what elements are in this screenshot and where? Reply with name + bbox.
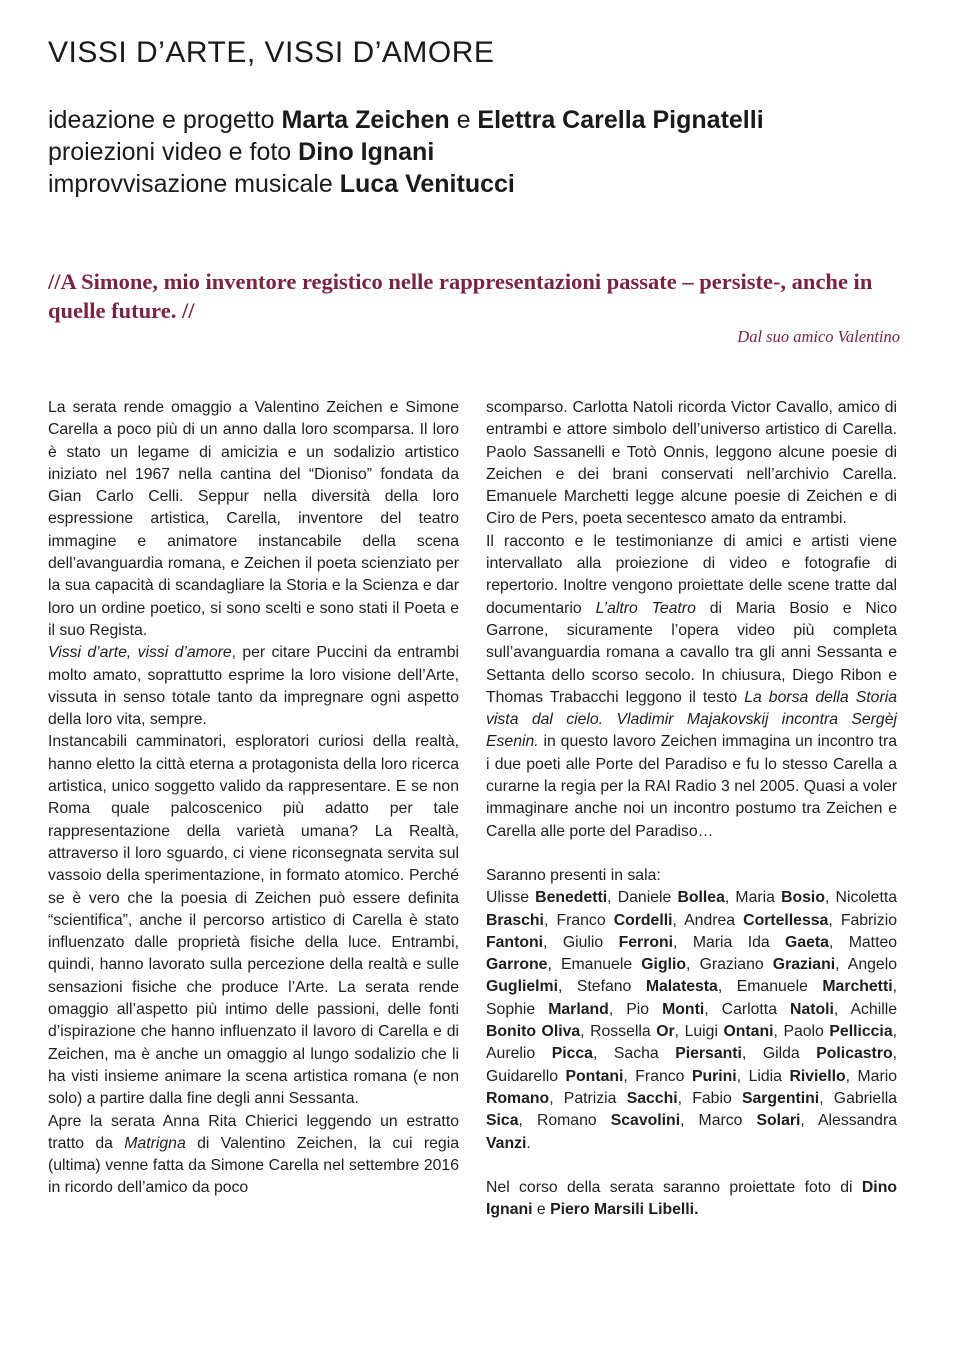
paragraph-text: in questo lavoro Zeichen immagina un incontro tra i due poeti alle Porte del Paradiso e fu lo stesso Carella a curarne la regia per la RAI Radio 3 nel 2005. Quasi a voler immaginare anche noi un incontro postumo tra Zeichen e Carella alle porte del Paradiso… [486, 733, 897, 840]
attendee-first-name: Achille [850, 1000, 898, 1018]
attendee-first-name: Fabrizio [840, 911, 897, 929]
attendee-first-name: Marco [698, 1112, 757, 1130]
attendee-first-name: Andrea [684, 911, 744, 929]
attendee-first-name: Matteo [848, 933, 898, 951]
attendee-first-name: Lidia [748, 1067, 790, 1085]
credit-line-proiezioni [48, 136, 764, 168]
attendee-last-name: Bonito Oliva [486, 1023, 581, 1041]
attendee [692, 1090, 819, 1107]
spacer [486, 843, 897, 865]
credit-name: Elettra Carella Pignatelli [477, 106, 764, 134]
credit-name: Dino Ignani [298, 138, 435, 166]
attendee-first-name: Gilda [762, 1045, 817, 1063]
attendee-last-name: Fantoni [486, 933, 544, 951]
attendee [685, 1023, 774, 1040]
attendee-first-name: Graziano [699, 956, 773, 974]
attendee-last-name: Romano [486, 1089, 550, 1107]
attendee [763, 1045, 893, 1062]
attendee-last-name: Benedetti [535, 889, 608, 907]
attendee-first-name: Giulio [562, 933, 619, 951]
photographer-name: Dino Ignani [486, 1178, 897, 1219]
attendee [486, 1001, 609, 1018]
attendee-last-name: Or [656, 1023, 675, 1041]
credit-line-ideazione [48, 104, 764, 136]
attendee [486, 1068, 623, 1085]
dedication-quote: //A Simone, mio inventore registico nelle rappresentazioni passate – persiste-, anche in quelle future. // [48, 269, 873, 323]
attendee [722, 1001, 834, 1018]
attendee [556, 912, 672, 929]
attendee-first-name: Aurelio [486, 1045, 552, 1063]
attendee-first-name: Ulisse [486, 889, 536, 907]
attendee [486, 889, 607, 906]
attendee-first-name: Pio [626, 1000, 663, 1018]
attendee-last-name: Purini [691, 1067, 737, 1085]
attendee [735, 889, 825, 906]
attendee-last-name: Ferroni [618, 933, 674, 951]
attendee-last-name: Pelliccia [829, 1023, 893, 1041]
attendee-first-name: Fabio [692, 1089, 742, 1107]
attendee-last-name: Malatesta [645, 978, 718, 996]
paragraph-text: Nel corso della serata saranno proiettate foto di [486, 1178, 862, 1196]
attendee [699, 1112, 801, 1129]
credit-line-musica [48, 168, 764, 200]
paragraph-text: Il racconto e le testimonianze di amici e artisti viene intervallato alla proiezione di video e fotografie di repertorio. Inoltre vengono proiettate delle scene tratte dal documentario [486, 532, 897, 617]
attendee-last-name: Braschi [486, 911, 544, 929]
page-title: VISSI D’ARTE, VISSI D’AMORE [48, 36, 495, 69]
attendee-first-name: Luigi [684, 1023, 724, 1041]
credit-role: improvvisazione musicale [48, 170, 340, 198]
attendee-last-name: Vanzi [486, 1134, 527, 1152]
paragraph-text: Apre la serata Anna Rita Chierici leggendo un estratto tratto da [48, 1112, 459, 1152]
attendee-first-name: Daniele [617, 889, 678, 907]
attendee-first-name: Franco [635, 1067, 692, 1085]
italic-title: L’altro Teatro [595, 599, 696, 617]
attendee [783, 1023, 892, 1040]
attendee-last-name: Sica [486, 1112, 519, 1130]
spacer [486, 1155, 897, 1177]
attendee [563, 934, 673, 951]
attendee-last-name: Giglio [641, 956, 687, 974]
attendee-last-name: Cordelli [613, 911, 673, 929]
attendee-first-name: Sacha [613, 1045, 676, 1063]
article-paragraph [48, 1111, 459, 1200]
italic-title: Vissi d’arte, vissi d’amore [48, 644, 232, 662]
credit-join: e [449, 106, 478, 134]
attendee-last-name: Monti [662, 1000, 705, 1018]
attendee [561, 956, 686, 973]
attendee-first-name: Angelo [847, 956, 897, 974]
credit-role: proiezioni video e foto [48, 138, 299, 166]
attendee [700, 956, 836, 973]
attendee [684, 912, 828, 929]
attendee-first-name: Maria Ida [692, 933, 786, 951]
attendee-last-name: Garrone [486, 956, 548, 974]
attendee-first-name: Maria [735, 889, 782, 907]
attendee-first-name: Guidarello [486, 1067, 566, 1085]
attendee-last-name: Ontani [723, 1023, 774, 1041]
paragraph-text: di Valentino Zeichen, la cui regia (ultima) venne fatta da Simone Carella nel settembre 2016 in ricordo dell’amico da poco [48, 1134, 459, 1197]
paragraph-text: e [532, 1201, 551, 1219]
article-paragraph [48, 642, 459, 731]
attendee-last-name: Gaeta [785, 933, 829, 951]
article-paragraph: Instancabili camminatori, esploratori curiosi della realtà, hanno eletto la città eterna a protagonista della loro ricerca artistica, unico soggetto valido da rappresentare. E se non Roma quale palcoscenico più adatto per tale rappresentazione della varietà umana? La Realtà, attraverso il loro sguardo, ci viene riconsegnata servita sul vassoio della sperimentazione, in formato atomico. Perché se è vero che la poesia di Zeichen può essere definita “scientifica”, anche il percorso artistico di Carella è stato influenzato dalle proprietà fisiche della luce. Entrambi, quindi, hanno lavorato sulla percezione della realtà e sulle sensazioni fisiche che produce l’Arte. La serata rende omaggio all’aspetto più intimo delle passioni, delle fonti d’ispirazione che hanno influenzato il lavoro di Carella e di Zeichen, ma è anche un omaggio al lungo sodalizio che li ha visti insieme animare la scena artistica romana (e non solo) a partire dalla fine degli anni Sessanta. [48, 733, 459, 1108]
attendee [564, 1090, 678, 1107]
article-paragraph: La serata rende omaggio a Valentino Zeichen e Simone Carella a poco più di un anno dalla loro scomparsa. Il loro è stato un legame di amicizia e un sodalizio artistico iniziato nel 1967 nella cantina del “Dioniso” fondata da Gian Carlo Celli. Seppur nella diversità della loro espressione artistica, Carella, inventore del teatro immagine e animatore instancabile della scena dell’avanguardia romana, e Zeichen il poeta scienziato per la sua capacità di scandagliare la Storia e la Scienza e dar loro un ordine poetico, si sono scelti e sono stati il Poeta e il suo Regista. [48, 399, 459, 639]
attendee-last-name: Picca [551, 1045, 593, 1063]
attendee-first-name: Sophie [486, 1000, 549, 1018]
attendee-first-name: Paolo [783, 1023, 830, 1041]
attendee-last-name: Solari [756, 1112, 801, 1130]
attendee-last-name: Guglielmi [486, 978, 558, 996]
credit-role: ideazione e progetto [48, 106, 282, 134]
photographer-name: Piero Marsili Libelli. [550, 1201, 699, 1219]
attendee-last-name: Marland [548, 1000, 609, 1018]
attendee-first-name: Emanuele [560, 956, 642, 974]
attendee-first-name: Gabriella [833, 1089, 897, 1107]
attendee [486, 934, 897, 973]
credit-name: Luca Venitucci [339, 170, 515, 198]
paragraph-text: , per citare Puccini da entrambi molto amato, soprattutto esprime la loro visione dell’Arte, vissuta in senso totale tanto da impregnare ogni aspetto della loro vita, sempre. [48, 644, 459, 729]
article-column-right [486, 397, 897, 1221]
attendee-first-name: Romano [536, 1112, 611, 1130]
attendee-last-name: Natoli [790, 1000, 834, 1018]
paragraph-text: di Maria Bosio e Nico Garrone, sicuramente l’opera video più completa sull’avanguardia romana a cavallo tra gli anni Sessanta e Settanta dello scorso secolo. In chiusura, Diego Ribon e Thomas Trabacchi leggono il testo [486, 599, 897, 706]
attendee-last-name: Sacchi [626, 1089, 678, 1107]
article-paragraph [486, 531, 897, 843]
attendee-last-name: Bosio [781, 889, 825, 907]
attendee [614, 1045, 742, 1062]
attendee-first-name: Franco [556, 911, 614, 929]
attendee [749, 1068, 846, 1085]
attendee [577, 978, 718, 995]
attendee [537, 1112, 680, 1129]
attendee-first-name: Alessandra [817, 1112, 898, 1130]
attendee-last-name: Policastro [816, 1045, 893, 1063]
italic-title: Matrigna [124, 1134, 186, 1152]
attendee-last-name: Riviello [789, 1067, 846, 1085]
attendee-first-name: Nicoletta [835, 889, 898, 907]
attendee-first-name: Patrizia [563, 1089, 627, 1107]
attendee-first-name: Rossella [590, 1023, 657, 1041]
attendee [618, 889, 725, 906]
attendee [693, 934, 829, 951]
credits-block [48, 104, 764, 200]
attendee-last-name: Sargentini [741, 1089, 820, 1107]
attendee-first-name: Mario [857, 1067, 897, 1085]
article-paragraph: scomparso. Carlotta Natoli ricorda Victor Cavallo, amico di entrambi e attore simbolo dell’universo artistico di Carella. Paolo Sassanelli e Totò Onnis, leggono alcune poesie di Zeichen e dei brani conservati nell’archivio Carella. Emanuele Marchetti legge alcune poesie di Zeichen e di Ciro de Pers, poeta secentesco amato da entrambi. [486, 399, 897, 528]
attendee-last-name: Cortellessa [743, 911, 829, 929]
attendee-last-name: Pontani [565, 1067, 624, 1085]
attendee [486, 1045, 593, 1062]
attendee-last-name: Graziani [772, 956, 836, 974]
attendee-last-name: Piersanti [675, 1045, 742, 1063]
attendee [626, 1001, 704, 1018]
attendee-last-name: Marchetti [822, 978, 893, 996]
credit-name: Marta Zeichen [281, 106, 450, 134]
attendee [590, 1023, 675, 1040]
attendee-last-name: Bollea [677, 889, 725, 907]
article-column-left [48, 397, 459, 1200]
attendee-last-name: Scavolini [610, 1112, 681, 1130]
attendee-first-name: Emanuele [736, 978, 823, 996]
attendee [635, 1068, 736, 1085]
dedication-signature: Dal suo amico Valentino [737, 327, 900, 346]
attendee-first-name: Stefano [576, 978, 646, 996]
attendee [737, 978, 893, 995]
attendee-list: Ulisse Benedetti, Daniele Bollea, Maria Bosio, Nicoletta Braschi, Franco Cordelli, Andrea Cortellessa, Fabrizio Fantoni, Giulio Ferroni, Maria Ida Gaeta, Matteo Garrone, Emanuele Giglio, Graziano Graziani, Angelo Guglielmi, Stefano Malatesta, Emanuele Marchetti, Sophie Marland, Pio Monti, Carlotta Natoli, Achille Bonito Oliva, Rossella Or, Luigi Ontani, Paolo Pelliccia, Aurelio Picca, Sacha Piersanti, Gilda Policastro, Guidarello Pontani, Franco Purini, Lidia Riviello, Mario Romano, Patrizia Sacchi, Fabio Sargentini, Gabriella Sica, Romano Scavolini, Marco Solari, Alessandra Vanzi. [486, 889, 898, 1152]
attendees-heading: Saranno presenti in sala: [486, 866, 661, 884]
italic-title: La borsa della Storia vista dal cielo. Vladimir Majakovskij incontra Sergèj Esenin. [486, 688, 897, 751]
closing-paragraph [486, 1177, 897, 1222]
attendee-first-name: Carlotta [721, 1000, 791, 1018]
